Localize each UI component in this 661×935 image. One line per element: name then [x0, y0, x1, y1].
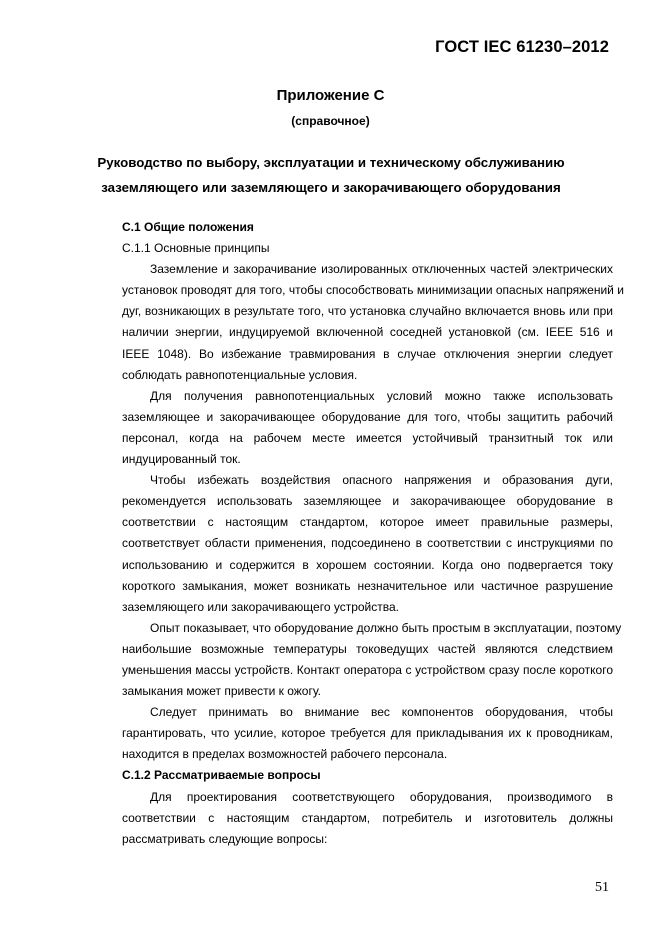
paragraph-line: заземляющего или закорачивающего устройства.: [122, 599, 399, 614]
paragraph: [122, 702, 613, 765]
paragraph-line: уменьшения массы устройств. Контакт оператора с устройством сразу после короткого: [122, 662, 613, 677]
paragraph-line: гарантировать, что усилие, которое требуется для прикладывания их к проводникам,: [122, 726, 613, 741]
paragraph-line: Для получения равнопотенциальных условий можно также использовать: [150, 388, 613, 403]
paragraph-line: наибольшие возможные температуры токоведущих частей являются следствием: [122, 641, 613, 656]
document-title-line: Руководство по выбору, эксплуатации и техническому обслуживанию: [97, 155, 565, 170]
paragraph-line: рекомендуется использовать заземляющее и закорачивающее оборудование в: [122, 494, 613, 509]
subsection-heading: С.1.1 Основные принципы: [122, 241, 270, 256]
paragraph: [122, 386, 613, 470]
paragraph: [122, 787, 613, 850]
paragraph-line: соответствует области применения, подсоединено в соответствии с инструкциями по: [122, 536, 613, 551]
paragraph-line: Чтобы избежать воздействия опасного напряжения и образования дуги,: [150, 473, 613, 488]
page-number: 51: [595, 880, 609, 895]
paragraph-line: соответствии с настоящим стандартом, потребитель и изготовитель должны: [122, 810, 613, 825]
paragraph-line: замыкания может привести к ожогу.: [122, 684, 321, 699]
document-title: [80, 150, 582, 200]
paragraph: [122, 618, 622, 702]
appendix-note: (справочное): [291, 114, 370, 128]
paragraph-line: Для проектирования соответствующего оборудования, производимого в: [150, 789, 613, 804]
paragraph-line: установок проводят для того, чтобы способствовать минимизации опасных напряжений и: [122, 283, 624, 298]
appendix-title: Приложение С: [276, 87, 385, 104]
paragraph-line: Опыт показывает, что оборудование должно быть простым в эксплуатации, поэтому: [150, 620, 622, 635]
paragraph-line: Следует принимать во внимание вес компонентов оборудования, чтобы: [150, 705, 613, 720]
section-c12-paragraphs: [122, 787, 613, 850]
section-heading: С.1.2 Рассматриваемые вопросы: [122, 768, 321, 783]
paragraph-line: соответствии с настоящим стандартом, которое имеет правильные размеры,: [122, 515, 613, 530]
paragraph-line: заземляющее и закорачивающее оборудование для того, чтобы защитить рабочий: [122, 409, 613, 424]
paragraph-line: соблюдать равнопотенциальные условия.: [122, 367, 358, 382]
paragraph: [122, 470, 613, 618]
document-body: [122, 217, 624, 850]
paragraph: [122, 259, 624, 386]
paragraph-line: индуцированный ток.: [122, 452, 241, 467]
paragraph-line: рассматривать следующие вопросы:: [122, 831, 328, 846]
document-title-line: заземляющего или заземляющего и закорачивающего оборудования: [101, 180, 561, 195]
paragraph-line: использованию и содержится в хорошем состоянии. Когда оно подвергается току: [122, 557, 613, 572]
paragraph-line: короткого замыкания, может возникать незначительное или частичное разрушение: [122, 578, 613, 593]
paragraph-line: находится в пределах возможностей рабочего персонала.: [122, 747, 448, 762]
section-heading: С.1 Общие положения: [122, 220, 254, 234]
paragraph-line: IEEE 1048). Во избежание травмирования в случае отключения энергии следует: [122, 346, 613, 361]
paragraph-line: Заземление и закорачивание изолированных отключенных частей электрических: [150, 262, 613, 277]
paragraph-line: персонал, когда на рабочем месте имеется устойчивый транзитный ток или: [122, 430, 613, 445]
section-c1-paragraphs: [122, 259, 624, 765]
paragraph-line: дуг, возникающих в результате того, что установка случайно включается вновь или при: [122, 304, 613, 319]
standard-code: ГОСТ IEC 61230–2012: [435, 38, 609, 56]
paragraph-line: наличии энергии, индуцируемой включенной соседней установкой (см. IEEE 516 и: [122, 325, 613, 340]
